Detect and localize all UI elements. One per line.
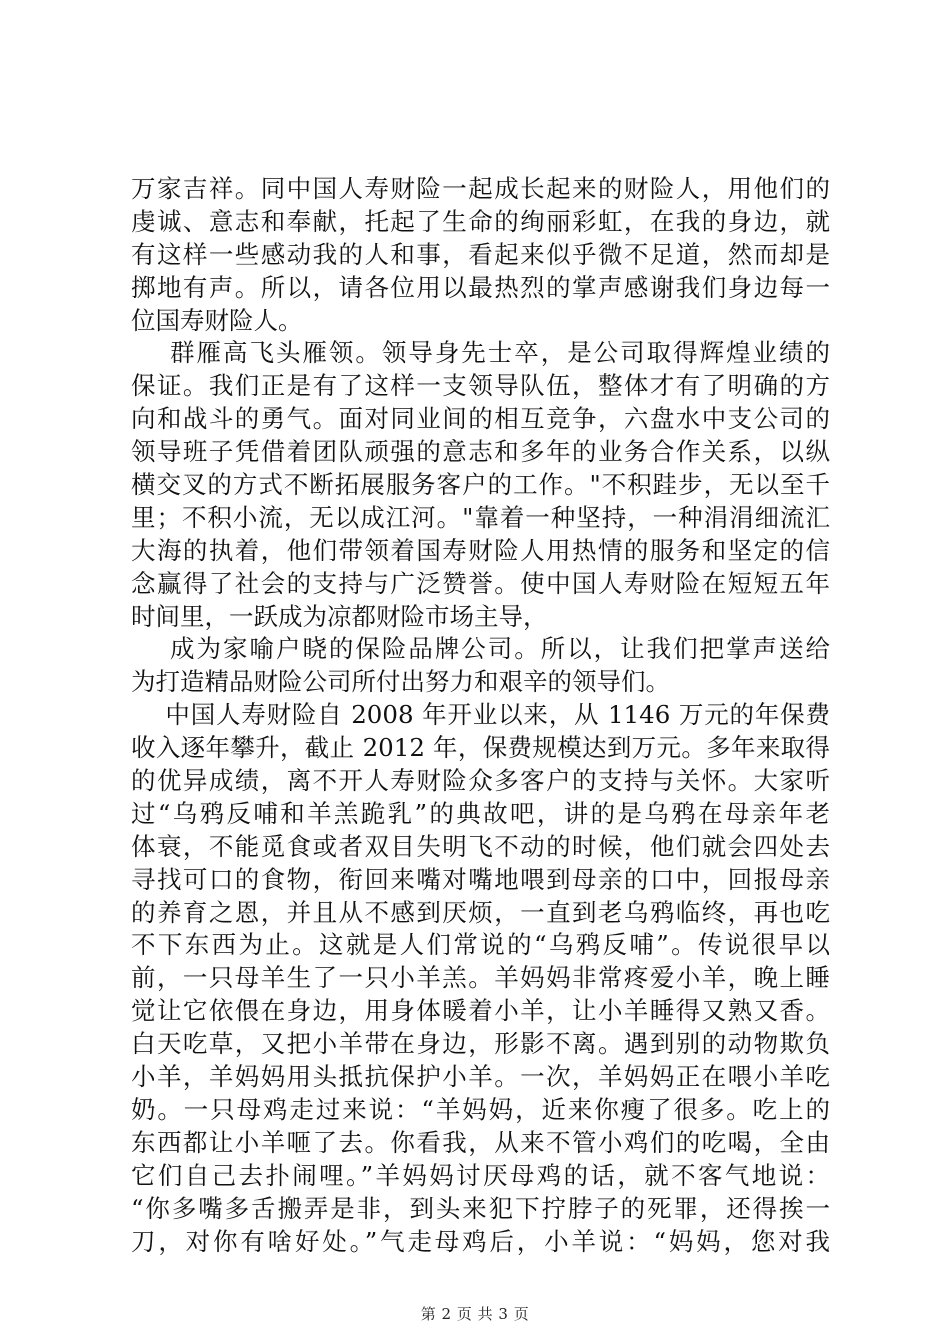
text-line: 大海的执着，他们带领着国寿财险人用热情的服务和坚定的信	[131, 535, 830, 565]
text-line: 白天吃草，又把小羊带在身边，形影不离。遇到别的动物欺负	[131, 1029, 830, 1059]
text-line: 念赢得了社会的支持与广泛赞誉。使中国人寿财险在短短五年	[131, 568, 830, 598]
text-line: 它们自己去扑闹哩。”羊妈妈讨厌母鸡的话，就不客气地说：	[131, 1160, 830, 1190]
text-line: 的养育之恩，并且从不感到厌烦，一直到老乌鸦临终，再也吃	[131, 897, 830, 927]
text-line: 位国寿财险人。	[131, 305, 303, 335]
text-line: 领导班子凭借着团队顽强的意志和多年的业务合作关系，以纵	[131, 437, 830, 467]
text-line: “你多嘴多舌搬弄是非，到头来犯下拧脖子的死罪，还得挨一	[131, 1193, 830, 1223]
text-line: 群雁高飞头雁领。领导身先士卒，是公司取得辉煌业绩的	[131, 338, 830, 368]
text-line: 体衰，不能觅食或者双目失明飞不动的时候，他们就会四处去	[131, 831, 830, 861]
text-line: 时间里，一跃成为凉都财险市场主导，	[131, 601, 548, 631]
text-line: 寻找可口的食物，衔回来嘴对嘴地喂到母亲的口中，回报母亲	[131, 864, 830, 894]
text-line: 里；不积小流，无以成江河。"靠着一种坚持，一种涓涓细流汇	[131, 502, 830, 532]
text-line: 前，一只母羊生了一只小羊羔。羊妈妈非常疼爱小羊，晚上睡	[131, 963, 830, 993]
text-line: 万家吉祥。同中国人寿财险一起成长起来的财险人，用他们的	[131, 174, 830, 203]
text-line: 横交叉的方式不断拓展服务客户的工作。"不积跬步，无以至千	[131, 470, 830, 500]
text-line: 向和战斗的勇气。面对同业间的相互竞争，六盘水中支公司的	[131, 404, 830, 434]
text-line: 过“乌鸦反哺和羊羔跪乳”的典故吧，讲的是乌鸦在母亲年老	[131, 798, 830, 828]
text-line: 小羊，羊妈妈用头抵抗保护小羊。一次，羊妈妈正在喂小羊吃	[131, 1062, 830, 1092]
text-line: 掷地有声。所以，请各位用以最热烈的掌声感谢我们身边每一	[131, 272, 830, 302]
text-line: 中国人寿财险自 2008 年开业以来，从 1146 万元的年保费	[131, 700, 830, 730]
text-line: 虔诚、意志和奉献，托起了生命的绚丽彩虹，在我的身边，就	[131, 206, 830, 236]
text-line: 成为家喻户晓的保险品牌公司。所以，让我们把掌声送给	[131, 634, 830, 664]
text-line: 收入逐年攀升，截止 2012 年，保费规模达到万元。多年来取得	[131, 733, 830, 763]
text-line: 刀，对你有啥好处。”气走母鸡后，小羊说：“妈妈，您对我	[131, 1226, 830, 1256]
document-body	[131, 173, 830, 1258]
text-line: 的优异成绩，离不开人寿财险众多客户的支持与关怀。大家听	[131, 766, 830, 796]
text-line: 东西都让小羊咂了去。你看我，从来不管小鸡们的吃喝，全由	[131, 1127, 830, 1157]
text-line: 觉让它依偎在身边，用身体暖着小羊，让小羊睡得又熟又香。	[131, 996, 830, 1026]
text-line: 为打造精品财险公司所付出努力和艰辛的领导们。	[131, 667, 670, 697]
text-line: 保证。我们正是有了这样一支领导队伍，整体才有了明确的方	[131, 371, 830, 401]
text-line: 不下东西为止。这就是人们常说的“乌鸦反哺”。传说很早以	[131, 930, 830, 960]
text-line: 奶。一只母鸡走过来说：“羊妈妈，近来你瘦了很多。吃上的	[131, 1094, 830, 1124]
page-footer: 第 2 页 共 3 页	[420, 1305, 530, 1323]
text-line: 有这样一些感动我的人和事，看起来似乎微不足道，然而却是	[131, 239, 830, 269]
